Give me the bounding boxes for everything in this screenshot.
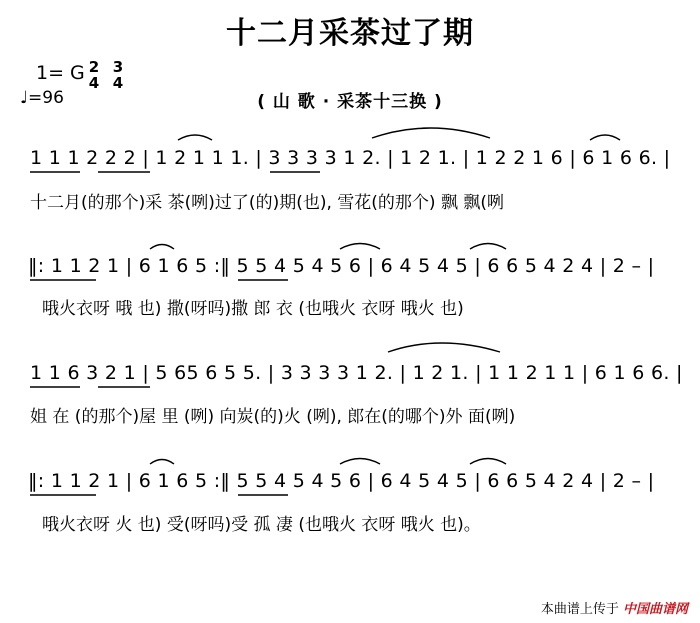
time-sig-1-numerator: 2	[88, 58, 100, 76]
lyrics-line-4: 哦火衣呀 火 也) 受(呀吗)受 孤 凄 (也哦火 衣呀 哦火 也)。	[42, 515, 481, 535]
time-sig-1-denominator: 4	[88, 74, 100, 92]
notation-line-2: ‖: 1 1 2 1 | 6 1 6 5 :‖ 5 5 4 5 4 5 6 | 6 4 5 4 5 | 6 6 5 4 2 4 | 2 – |	[28, 255, 655, 277]
notation-line-4: ‖: 1 1 2 1 | 6 1 6 5 :‖ 5 5 4 5 4 5 6 | 6 4 5 4 5 | 6 6 5 4 2 4 | 2 – |	[28, 470, 655, 492]
lyrics-line-2: 哦火衣呀 哦 也) 撒(呀吗)撒 郎 衣 (也哦火 衣呀 哦火 也)	[42, 299, 464, 319]
slur-marks	[150, 128, 620, 464]
time-sig-2-numerator: 3	[112, 58, 124, 76]
site-logo[interactable]: 中国曲谱网	[622, 602, 688, 617]
source-footer	[541, 598, 688, 617]
time-sig-2-denominator: 4	[112, 74, 124, 92]
notation-line-1: 1 1 1 2 2 2 | 1 2 1 1 1. | 3 3 3 3 1 2. | 1 2 1. | 1 2 2 1 6 | 6 1 6 6. |	[30, 147, 671, 169]
beam-lines	[30, 172, 320, 495]
lyrics-line-3: 姐 在 (的那个)屋 里 (咧) 向炭(的)火 (咧), 郎在(的哪个)外 面(咧)	[30, 407, 516, 427]
key-signature: 1= G	[36, 62, 85, 84]
tempo-marking: ♩=96	[20, 88, 64, 108]
subtitle: ( 山 歌 · 采茶十三换 )	[257, 92, 443, 112]
page-title: 十二月采茶过了期	[226, 16, 474, 51]
notation-line-3: 1 1 6 3 2 1 | 5 65 6 5 5. | 3 3 3 3 1 2. | 1 2 1. | 1 1 2 1 1 | 6 1 6 6. |	[30, 362, 683, 384]
lyrics-line-1: 十二月(的那个)采 茶(咧)过了(的)期(也), 雪花(的那个) 飘 飘(咧	[30, 193, 504, 213]
footer-text: 本曲谱上传于	[540, 602, 619, 617]
